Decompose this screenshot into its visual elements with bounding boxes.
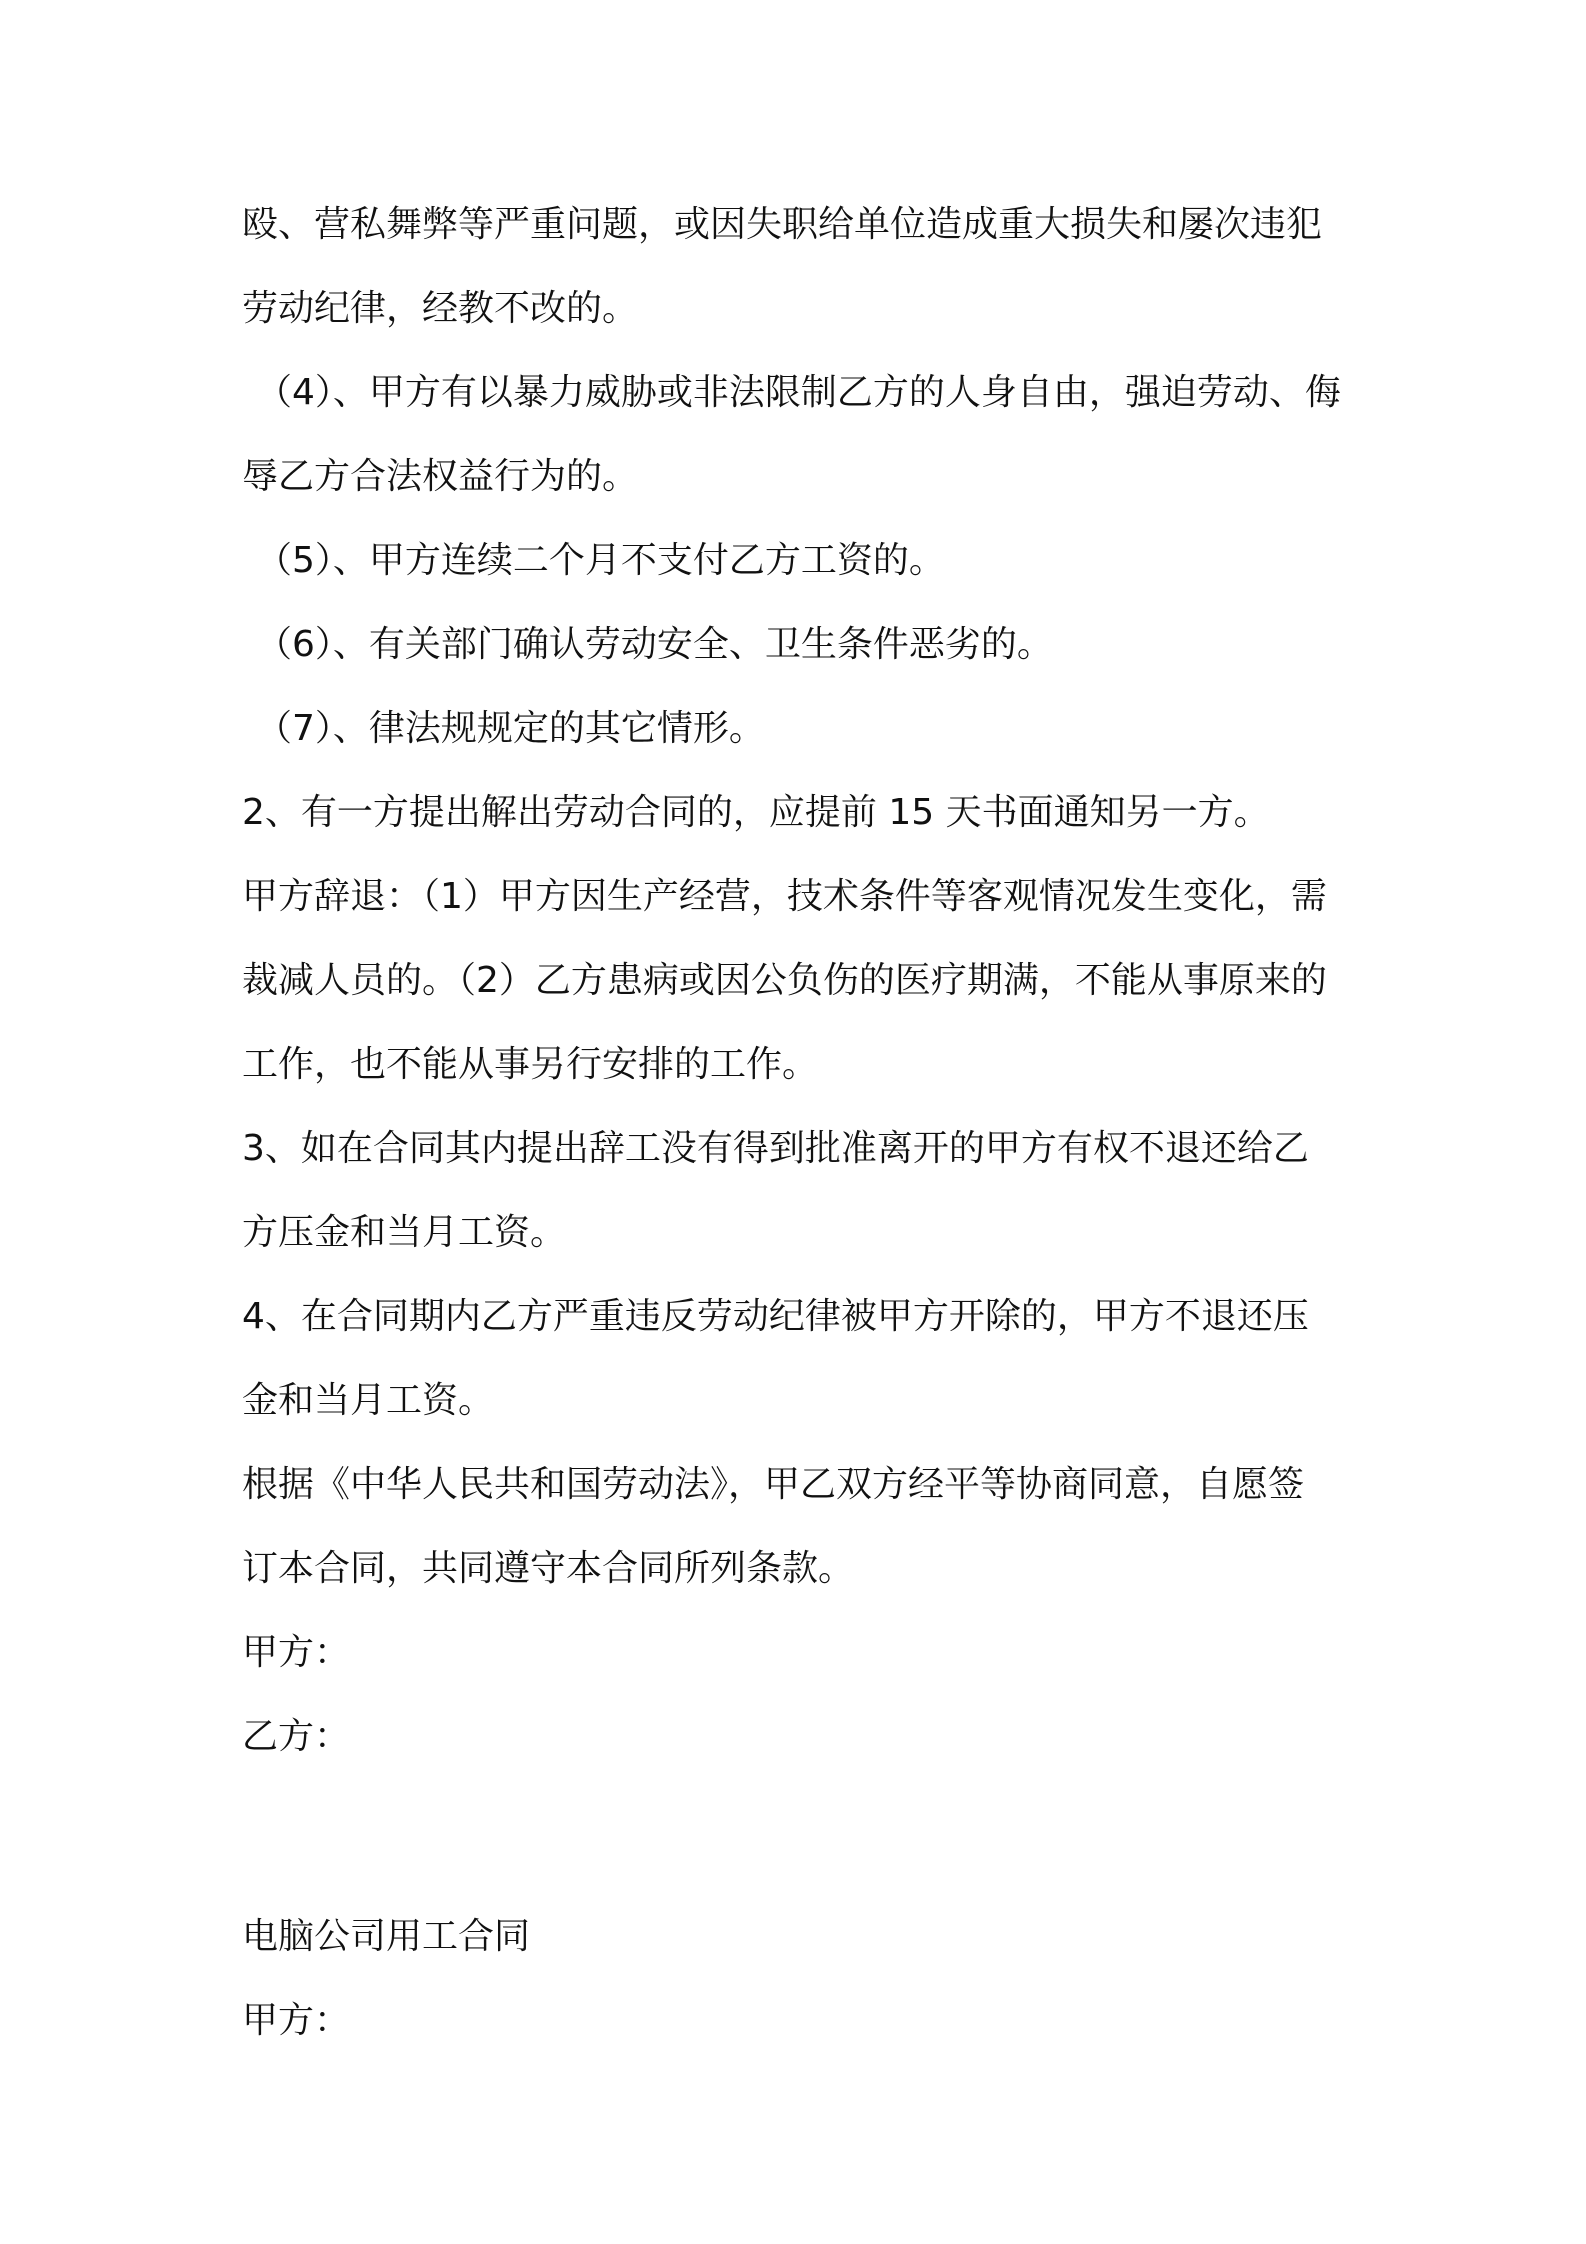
text-line: 劳动纪律，经教不改的。 bbox=[242, 288, 639, 329]
party-a-signature: 甲方： bbox=[242, 1632, 351, 1673]
text-line: 订本合同，共同遵守本合同所列条款。 bbox=[242, 1548, 855, 1589]
article-3: 3、如在合同其内提出辞工没有得到批准离开的甲方有权不退还给乙 bbox=[242, 1128, 1309, 1169]
text-line: 殴、营私舞弊等严重问题，或因失职给单位造成重大损失和屡次违犯 bbox=[242, 204, 1323, 245]
clause-6: （6）、有关部门确认劳动安全、卫生条件恶劣的。 bbox=[256, 624, 1053, 665]
article-4: 4、在合同期内乙方严重违反劳动纪律被甲方开除的，甲方不退还压 bbox=[242, 1296, 1309, 1337]
contract-title: 电脑公司用工合同 bbox=[242, 1916, 531, 1957]
text-line: 金和当月工资。 bbox=[242, 1380, 495, 1421]
clause-7: （7）、律法规规定的其它情形。 bbox=[256, 708, 765, 749]
text-line: 辱乙方合法权益行为的。 bbox=[242, 456, 639, 497]
party-a-label: 甲方： bbox=[242, 2000, 351, 2041]
article-2: 2、有一方提出解出劳动合同的，应提前 15 天书面通知另一方。 bbox=[242, 792, 1270, 833]
section-gap bbox=[242, 1796, 1362, 1912]
text-line: 裁减人员的。（2）乙方患病或因公负伤的医疗期满，不能从事原来的 bbox=[242, 960, 1327, 1001]
document-body bbox=[242, 200, 1362, 2080]
text-line: 工作，也不能从事另行安排的工作。 bbox=[242, 1044, 819, 1085]
legal-basis: 根据《中华人民共和国劳动法》，甲乙双方经平等协商同意，自愿签 bbox=[242, 1464, 1305, 1505]
text-line: 方压金和当月工资。 bbox=[242, 1212, 567, 1253]
clause-4: （4）、甲方有以暴力威胁或非法限制乙方的人身自由，强迫劳动、侮 bbox=[256, 372, 1341, 413]
party-b-signature: 乙方： bbox=[242, 1716, 351, 1757]
dismissal-clause: 甲方辞退：（1）甲方因生产经营，技术条件等客观情况发生变化，需 bbox=[242, 876, 1327, 917]
clause-5: （5）、甲方连续二个月不支付乙方工资的。 bbox=[256, 540, 945, 581]
